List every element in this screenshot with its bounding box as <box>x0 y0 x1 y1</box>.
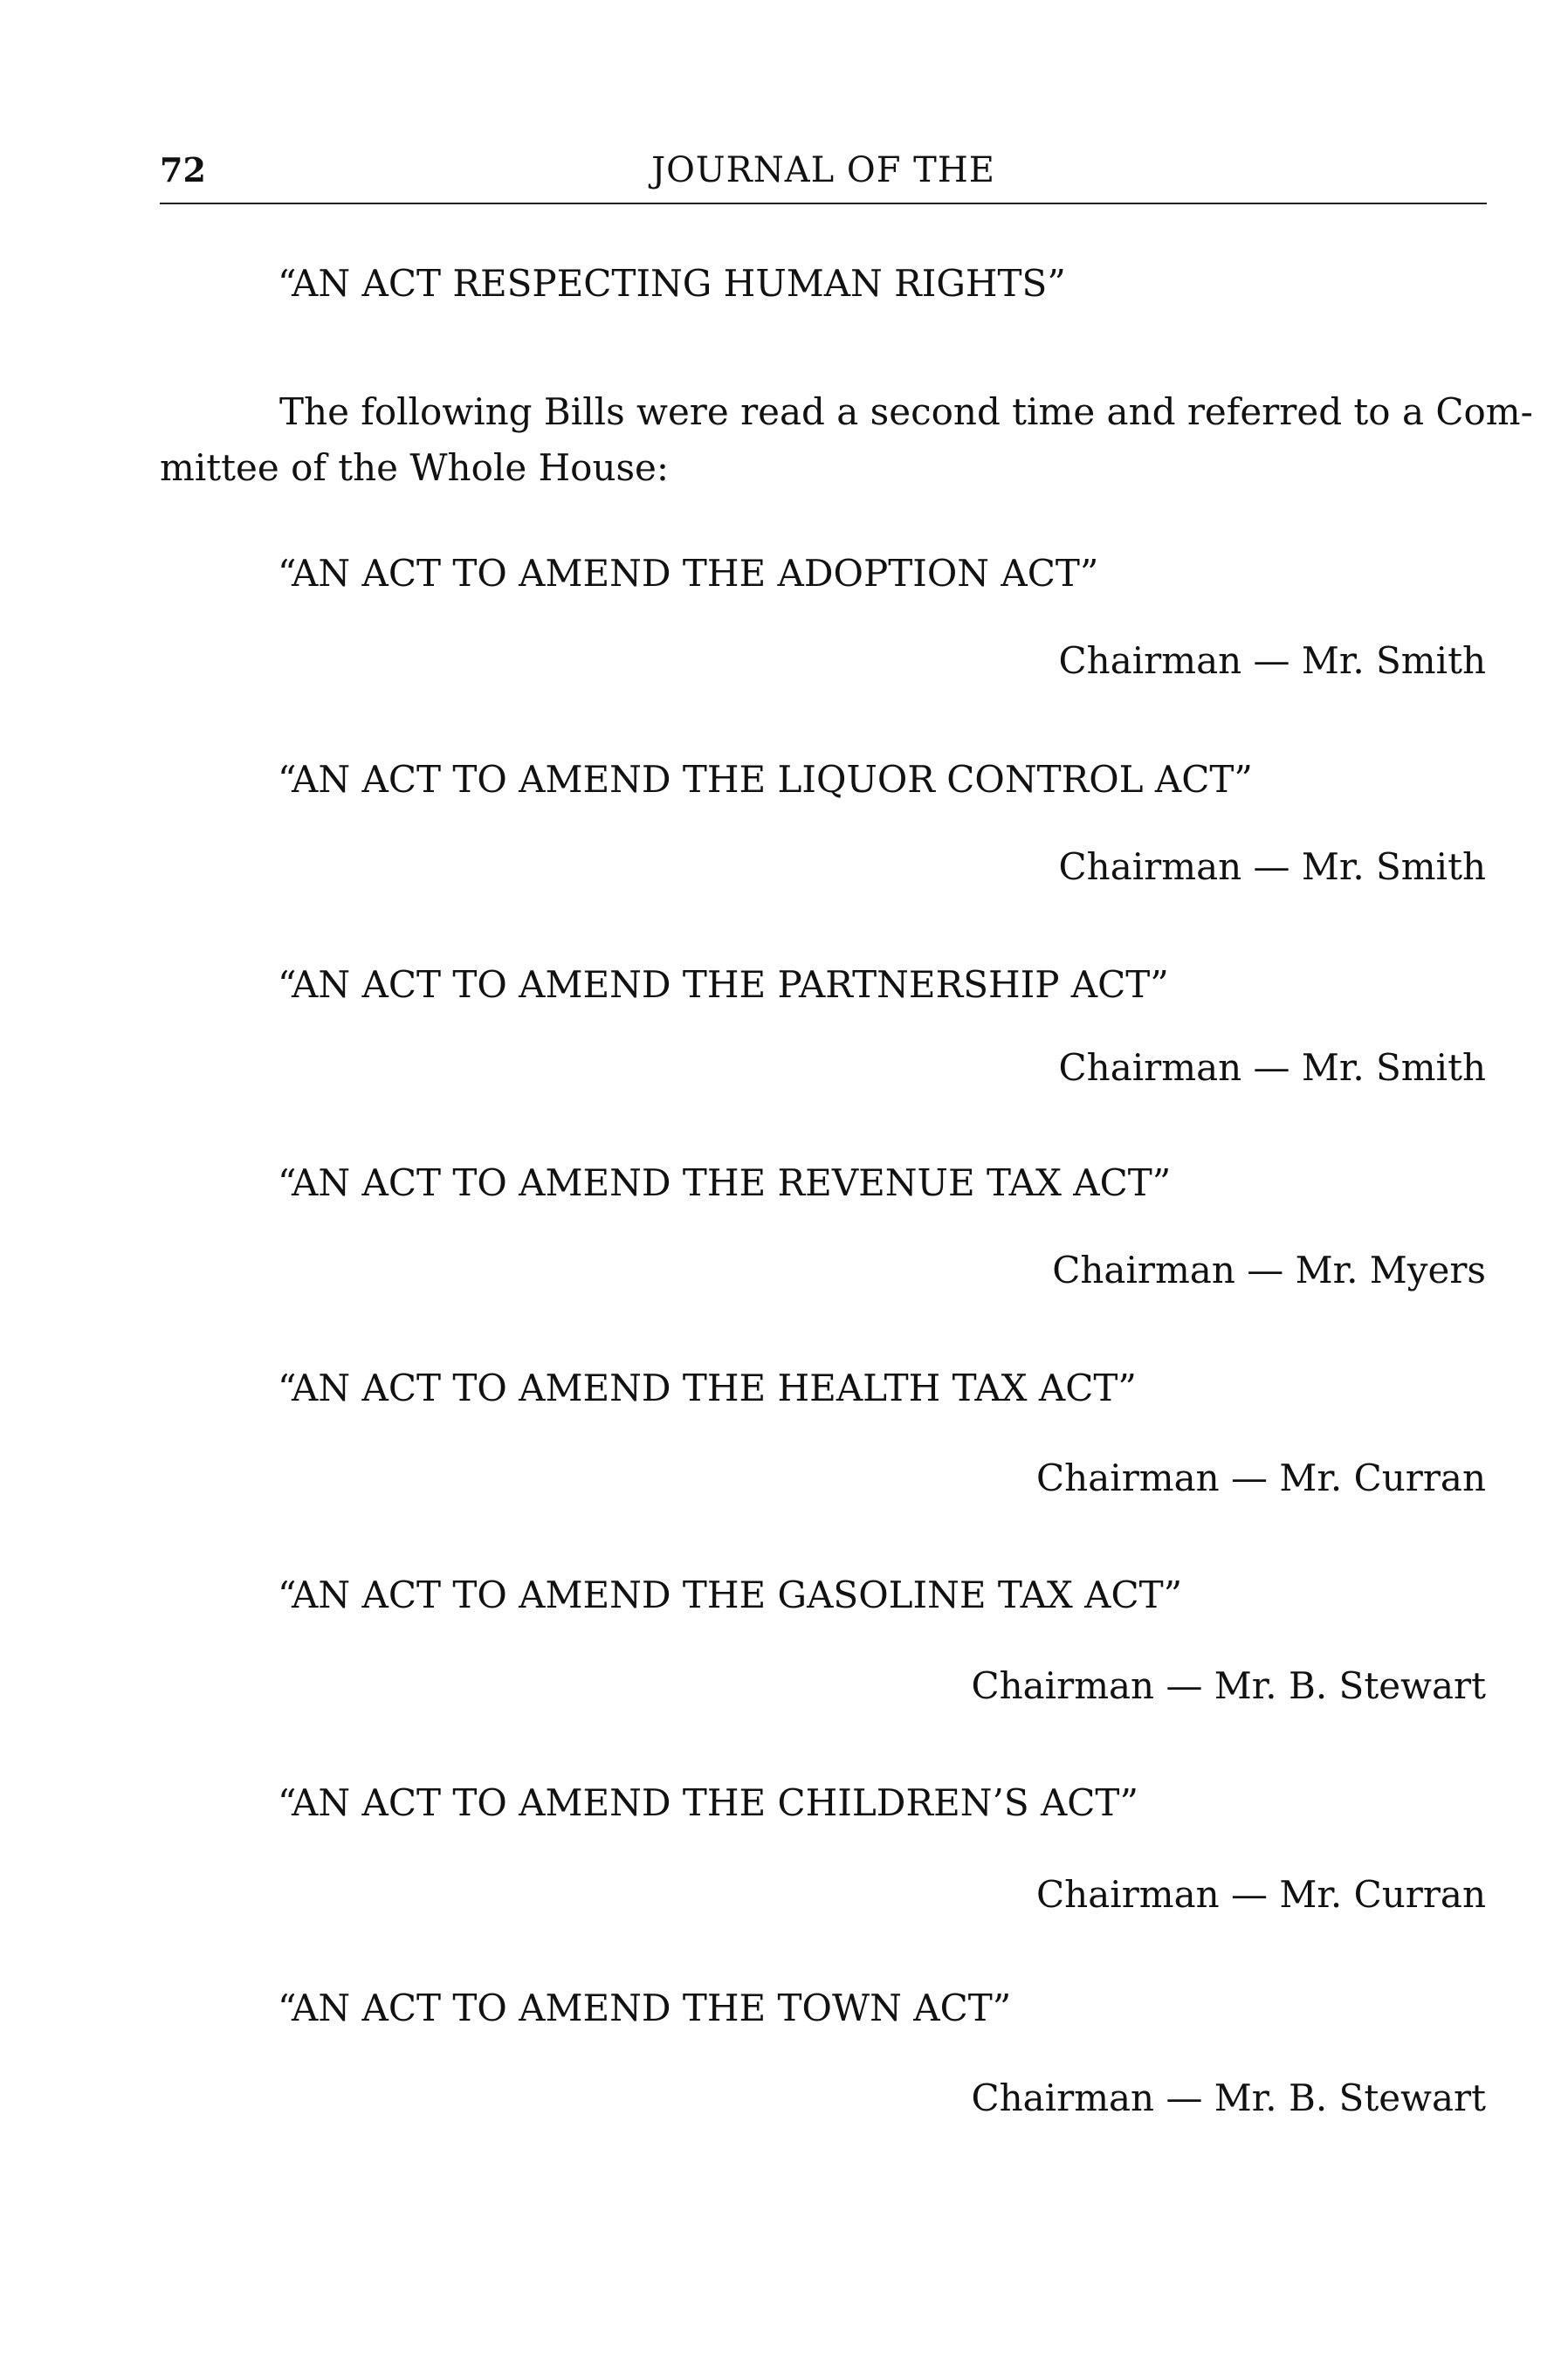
running-head: JOURNAL OF THE <box>651 150 995 190</box>
header-rule <box>160 203 1487 204</box>
bill-chairman-childrens: Chairman — Mr. Curran <box>1036 1873 1486 1916</box>
bill-title-liquor-control: “AN ACT TO AMEND THE LIQUOR CONTROL ACT” <box>278 758 1253 801</box>
bill-chairman-liquor-control: Chairman — Mr. Smith <box>1058 845 1486 888</box>
bill-title-health-tax: “AN ACT TO AMEND THE HEALTH TAX ACT” <box>278 1367 1137 1409</box>
bill-title-childrens: “AN ACT TO AMEND THE CHILDREN’S ACT” <box>278 1781 1138 1824</box>
bill-chairman-gasoline-tax: Chairman — Mr. B. Stewart <box>971 1664 1486 1707</box>
bill-title-adoption: “AN ACT TO AMEND THE ADOPTION ACT” <box>278 552 1099 595</box>
page-number: 72 <box>160 150 206 189</box>
paragraph-line-2: mittee of the Whole House: <box>160 446 670 489</box>
bill-title-revenue-tax: “AN ACT TO AMEND THE REVENUE TAX ACT” <box>278 1161 1172 1204</box>
bill-title-town: “AN ACT TO AMEND THE TOWN ACT” <box>278 1987 1012 2029</box>
bill-chairman-revenue-tax: Chairman — Mr. Myers <box>1052 1249 1486 1291</box>
bill-title-gasoline-tax: “AN ACT TO AMEND THE GASOLINE TAX ACT” <box>278 1574 1183 1616</box>
bill-chairman-partnership: Chairman — Mr. Smith <box>1058 1046 1486 1089</box>
referral-paragraph <box>160 384 1533 496</box>
bill-title-partnership: “AN ACT TO AMEND THE PARTNERSHIP ACT” <box>278 963 1169 1006</box>
paragraph-line-1: The following Bills were read a second time and referred to a Com- <box>279 390 1533 433</box>
bill-chairman-town: Chairman — Mr. B. Stewart <box>971 2076 1486 2119</box>
bill-chairman-health-tax: Chairman — Mr. Curran <box>1036 1457 1486 1499</box>
opening-act-title: “AN ACT RESPECTING HUMAN RIGHTS” <box>278 262 1066 305</box>
page-header <box>160 140 1487 201</box>
bill-chairman-adoption: Chairman — Mr. Smith <box>1058 639 1486 682</box>
